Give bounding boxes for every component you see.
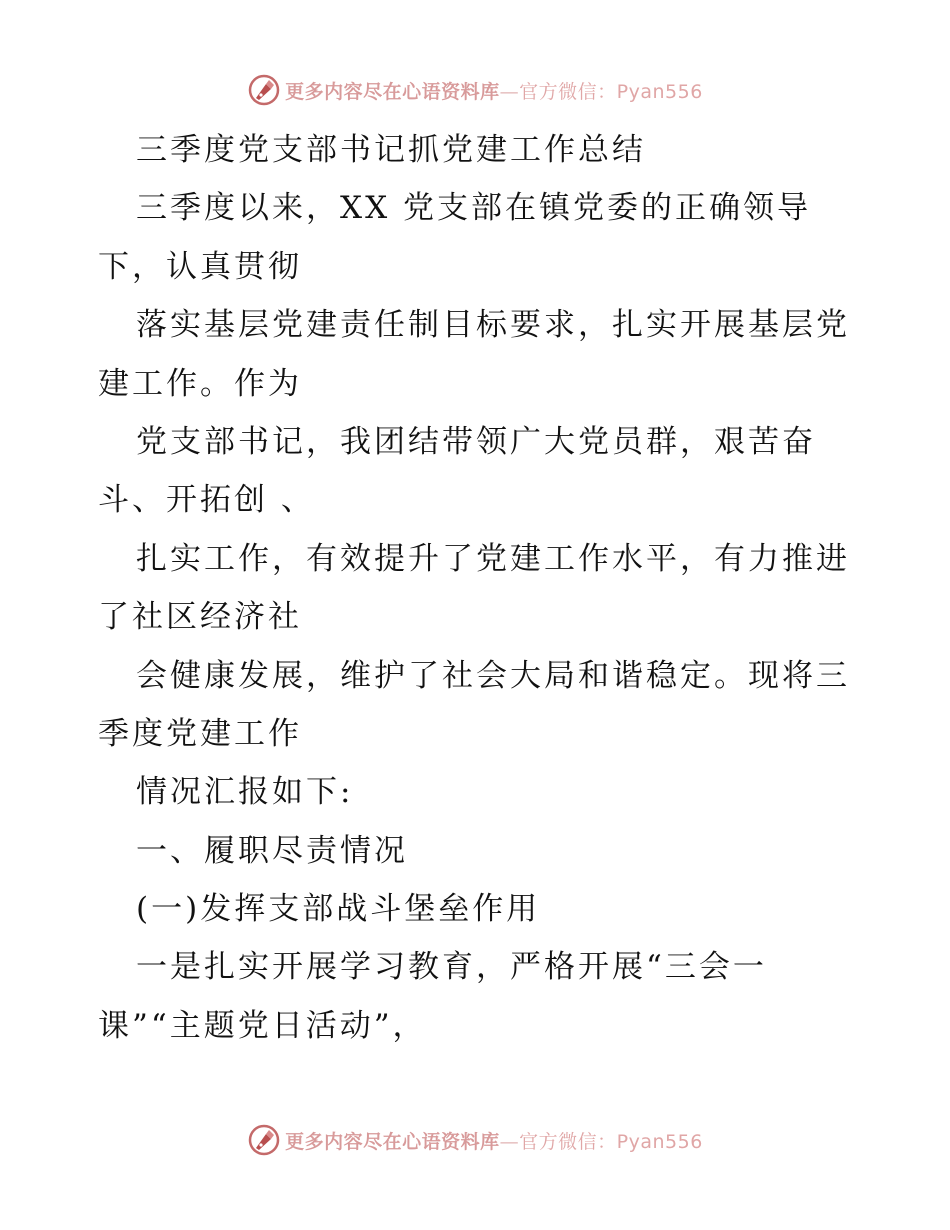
footer-watermark (0, 1122, 950, 1158)
document-body (98, 121, 878, 1055)
watermark-separator: — (499, 80, 520, 103)
paragraph-line: 建工作。作为 (98, 365, 302, 402)
watermark-site-name: 更多内容尽在心语资料库 (285, 1130, 500, 1153)
paragraph-line: 了社区经济社 (98, 599, 302, 636)
paragraph-line: 落实基层党建责任制目标要求，扎实开展基层党 (136, 307, 850, 344)
pen-nib-logo-icon (247, 73, 281, 107)
paragraph-line: 扎实工作，有效提升了党建工作水平，有力推进 (136, 540, 850, 577)
pen-nib-logo-icon (247, 1123, 281, 1157)
paragraph-line: 季度党建工作 (98, 715, 302, 752)
section-heading: 一、履职尽责情况 (136, 832, 408, 869)
paragraph-line: 一是扎实开展学习教育，严格开展“三会一 (136, 949, 767, 986)
watermark-contact: 官方微信：Pyan556 (519, 80, 703, 103)
paragraph-line: 党支部书记，我团结带领广大党员群，艰苦奋 (136, 423, 816, 460)
subsection-heading: (一)发挥支部战斗堡垒作用 (136, 891, 541, 928)
watermark-separator: — (499, 1130, 520, 1153)
paragraph-line: 课”“主题党日活动”， (98, 1007, 427, 1044)
paragraph-line: 斗、开拓创 、 (98, 482, 315, 519)
paragraph-line: 三季度以来，XX 党支部在镇党委的正确领导 (136, 190, 811, 227)
watermark-contact: 官方微信：Pyan556 (519, 1130, 703, 1153)
header-watermark (0, 72, 950, 108)
paragraph-line: 下，认真贯彻 (98, 248, 302, 285)
paragraph-line: 情况汇报如下: (136, 774, 354, 811)
document-title: 三季度党支部书记抓党建工作总结 (136, 132, 646, 168)
watermark-site-name: 更多内容尽在心语资料库 (285, 80, 500, 103)
paragraph-line: 会健康发展，维护了社会大局和谐稳定。现将三 (136, 657, 850, 694)
